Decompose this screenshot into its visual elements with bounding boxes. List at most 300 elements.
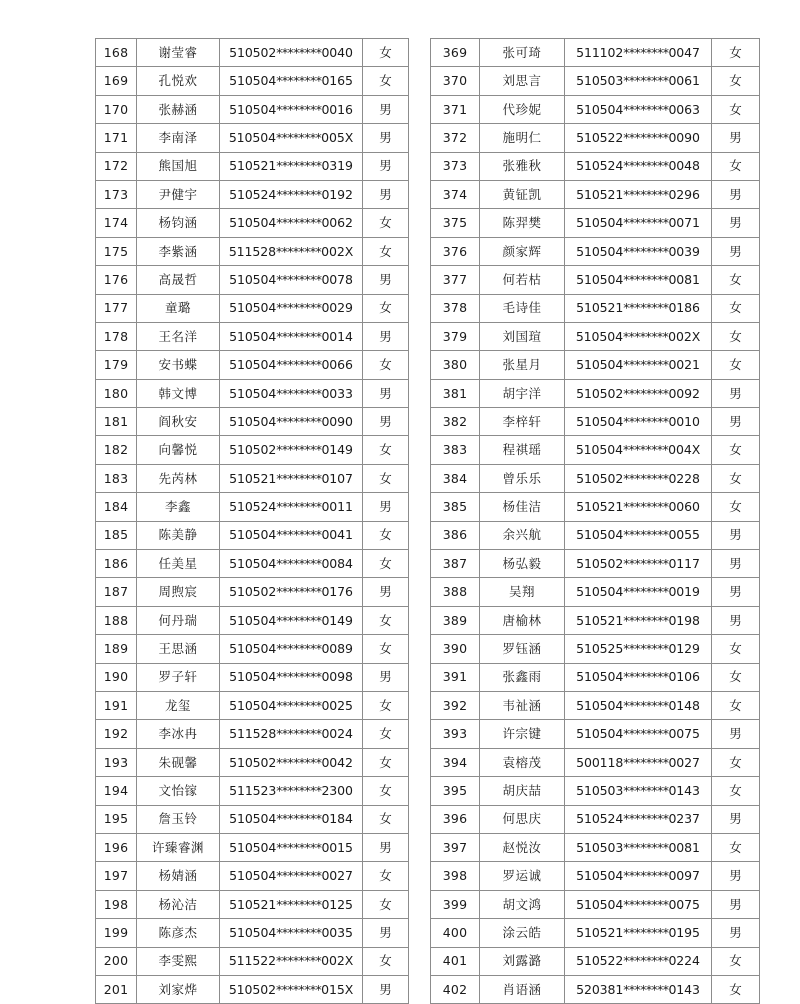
- cell-person-name: 任美星: [137, 550, 220, 578]
- id-suffix: 002X: [321, 243, 354, 259]
- table-row: [431, 862, 760, 890]
- id-masked-asterisks: ********: [276, 413, 322, 429]
- id-suffix: 0047: [668, 44, 700, 60]
- cell-sequence-number: 383: [431, 436, 480, 464]
- cell-gender: 女: [712, 975, 760, 1003]
- cell-id-number: [220, 351, 363, 379]
- cell-gender: 男: [712, 890, 760, 918]
- cell-gender: 男: [712, 209, 760, 237]
- table-row: [96, 436, 409, 464]
- id-masked-asterisks: ********: [276, 271, 322, 287]
- table-row: [431, 663, 760, 691]
- table-row: [96, 95, 409, 123]
- cell-sequence-number: 172: [96, 152, 137, 180]
- cell-gender: 女: [712, 351, 760, 379]
- cell-sequence-number: 168: [96, 39, 137, 67]
- table-row: [431, 237, 760, 265]
- table-row: [96, 493, 409, 521]
- id-masked-asterisks: ********: [276, 470, 322, 486]
- cell-sequence-number: 197: [96, 862, 137, 890]
- cell-person-name: 高晟哲: [137, 266, 220, 294]
- cell-gender: 女: [712, 266, 760, 294]
- cell-person-name: 曾乐乐: [480, 464, 565, 492]
- cell-id-number: [565, 493, 712, 521]
- cell-id-number: [220, 720, 363, 748]
- cell-sequence-number: 374: [431, 180, 480, 208]
- id-prefix: 510504: [229, 555, 277, 571]
- cell-id-number: [220, 578, 363, 606]
- cell-person-name: 詹玉铃: [137, 805, 220, 833]
- cell-gender: 女: [712, 436, 760, 464]
- cell-sequence-number: 169: [96, 67, 137, 95]
- id-masked-asterisks: ********: [623, 868, 669, 884]
- id-suffix: 0075: [668, 726, 700, 742]
- id-prefix: 510504: [576, 896, 624, 912]
- id-masked-asterisks: ********: [623, 243, 669, 259]
- id-masked-asterisks: ********: [623, 584, 669, 600]
- id-suffix: 0061: [668, 73, 700, 89]
- id-prefix: 510525: [576, 641, 624, 657]
- cell-gender: 女: [363, 521, 409, 549]
- id-prefix: 510502: [576, 385, 624, 401]
- id-prefix: 510504: [229, 271, 277, 287]
- roster-table-right-body: [431, 39, 760, 1004]
- id-prefix: 510521: [576, 186, 624, 202]
- cell-person-name: 颜家辉: [480, 237, 565, 265]
- cell-person-name: 涂云皓: [480, 919, 565, 947]
- cell-sequence-number: 386: [431, 521, 480, 549]
- id-masked-asterisks: ********: [276, 669, 322, 685]
- cell-sequence-number: 181: [96, 408, 137, 436]
- id-masked-asterisks: ********: [276, 555, 322, 571]
- cell-id-number: [220, 152, 363, 180]
- cell-person-name: 杨弘毅: [480, 550, 565, 578]
- cell-id-number: [565, 635, 712, 663]
- cell-gender: 女: [363, 777, 409, 805]
- id-prefix: 510504: [576, 868, 624, 884]
- id-suffix: 0014: [321, 328, 353, 344]
- cell-person-name: 向馨悦: [137, 436, 220, 464]
- id-suffix: 0097: [668, 868, 700, 884]
- cell-id-number: [220, 67, 363, 95]
- cell-gender: 女: [363, 748, 409, 776]
- id-suffix: 0011: [321, 499, 353, 515]
- cell-gender: 男: [712, 521, 760, 549]
- id-suffix: 0224: [668, 953, 700, 969]
- cell-gender: 女: [363, 464, 409, 492]
- cell-gender: 男: [363, 180, 409, 208]
- cell-gender: 男: [712, 919, 760, 947]
- cell-gender: 女: [712, 947, 760, 975]
- id-prefix: 510502: [229, 442, 277, 458]
- table-row: [431, 351, 760, 379]
- cell-person-name: 尹健宇: [137, 180, 220, 208]
- cell-person-name: 许臻睿渊: [137, 833, 220, 861]
- cell-gender: 女: [712, 152, 760, 180]
- cell-sequence-number: 170: [96, 95, 137, 123]
- table-row: [96, 550, 409, 578]
- table-row: [431, 408, 760, 436]
- cell-sequence-number: 393: [431, 720, 480, 748]
- cell-gender: 女: [712, 67, 760, 95]
- cell-person-name: 陈美静: [137, 521, 220, 549]
- id-prefix: 510504: [576, 413, 624, 429]
- cell-person-name: 李冰冉: [137, 720, 220, 748]
- table-row: [96, 266, 409, 294]
- cell-gender: 男: [363, 95, 409, 123]
- id-suffix: 0092: [668, 385, 700, 401]
- id-masked-asterisks: ********: [276, 73, 322, 89]
- id-masked-asterisks: ********: [276, 584, 322, 600]
- id-suffix: 0078: [321, 271, 353, 287]
- id-suffix: 0125: [321, 896, 353, 912]
- cell-person-name: 王名洋: [137, 322, 220, 350]
- cell-id-number: [220, 237, 363, 265]
- id-masked-asterisks: ********: [276, 697, 322, 713]
- cell-id-number: [220, 436, 363, 464]
- id-prefix: 510504: [229, 811, 277, 827]
- id-masked-asterisks: ********: [276, 101, 322, 117]
- cell-person-name: 何思庆: [480, 805, 565, 833]
- cell-sequence-number: 379: [431, 322, 480, 350]
- table-row: [96, 805, 409, 833]
- cell-sequence-number: 201: [96, 975, 137, 1003]
- id-suffix: 0089: [321, 641, 353, 657]
- id-masked-asterisks: ********: [623, 101, 669, 117]
- cell-gender: 女: [712, 322, 760, 350]
- cell-person-name: 陈彦杰: [137, 919, 220, 947]
- cell-person-name: 李梓轩: [480, 408, 565, 436]
- cell-id-number: [220, 890, 363, 918]
- id-masked-asterisks: ********: [623, 300, 669, 316]
- id-masked-asterisks: ********: [276, 215, 322, 231]
- cell-sequence-number: 195: [96, 805, 137, 833]
- id-masked-asterisks: ********: [276, 328, 322, 344]
- cell-sequence-number: 381: [431, 379, 480, 407]
- cell-sequence-number: 193: [96, 748, 137, 776]
- id-suffix: 0186: [668, 300, 700, 316]
- cell-id-number: [565, 720, 712, 748]
- cell-id-number: [565, 39, 712, 67]
- cell-sequence-number: 185: [96, 521, 137, 549]
- cell-person-name: 童璐: [137, 294, 220, 322]
- cell-id-number: [565, 379, 712, 407]
- cell-person-name: 胡宇洋: [480, 379, 565, 407]
- id-masked-asterisks: ********: [623, 357, 669, 373]
- id-suffix: 0016: [321, 101, 353, 117]
- cell-sequence-number: 180: [96, 379, 137, 407]
- table-row: [431, 919, 760, 947]
- id-prefix: 510502: [229, 584, 277, 600]
- cell-id-number: [220, 777, 363, 805]
- table-row: [431, 521, 760, 549]
- table-row: [431, 209, 760, 237]
- id-suffix: 0035: [321, 924, 353, 940]
- cell-gender: 女: [363, 635, 409, 663]
- id-prefix: 510503: [576, 839, 624, 855]
- id-prefix: 511528: [229, 726, 277, 742]
- cell-id-number: [220, 39, 363, 67]
- id-suffix: 0039: [668, 243, 700, 259]
- id-prefix: 510504: [229, 868, 277, 884]
- cell-id-number: [565, 124, 712, 152]
- table-row: [96, 237, 409, 265]
- id-prefix: 510504: [229, 697, 277, 713]
- id-masked-asterisks: ********: [276, 641, 322, 657]
- cell-id-number: [565, 237, 712, 265]
- cell-sequence-number: 400: [431, 919, 480, 947]
- id-prefix: 510503: [576, 782, 624, 798]
- id-prefix: 510504: [229, 413, 277, 429]
- cell-id-number: [565, 67, 712, 95]
- cell-id-number: [565, 550, 712, 578]
- id-prefix: 510504: [229, 300, 277, 316]
- cell-id-number: [565, 748, 712, 776]
- table-row: [96, 833, 409, 861]
- id-suffix: 0055: [668, 527, 700, 543]
- table-row: [431, 777, 760, 805]
- table-row: [96, 152, 409, 180]
- id-suffix: 0021: [668, 357, 700, 373]
- cell-id-number: [220, 493, 363, 521]
- cell-person-name: 杨钧涵: [137, 209, 220, 237]
- cell-sequence-number: 189: [96, 635, 137, 663]
- id-prefix: 510521: [229, 158, 277, 174]
- cell-sequence-number: 184: [96, 493, 137, 521]
- cell-id-number: [565, 805, 712, 833]
- id-prefix: 511523: [229, 782, 277, 798]
- cell-gender: 女: [363, 351, 409, 379]
- cell-sequence-number: 399: [431, 890, 480, 918]
- cell-person-name: 刘思言: [480, 67, 565, 95]
- cell-person-name: 王思涵: [137, 635, 220, 663]
- table-row: [431, 464, 760, 492]
- id-prefix: 510504: [229, 328, 277, 344]
- id-masked-asterisks: ********: [623, 726, 669, 742]
- cell-gender: 女: [712, 39, 760, 67]
- cell-sequence-number: 196: [96, 833, 137, 861]
- id-suffix: 0090: [668, 129, 700, 145]
- cell-sequence-number: 372: [431, 124, 480, 152]
- table-row: [96, 975, 409, 1003]
- cell-person-name: 黄钲凯: [480, 180, 565, 208]
- table-row: [96, 748, 409, 776]
- cell-sequence-number: 174: [96, 209, 137, 237]
- id-suffix: 0048: [668, 158, 700, 174]
- cell-id-number: [220, 322, 363, 350]
- id-prefix: 511522: [228, 953, 276, 969]
- table-row: [96, 39, 409, 67]
- id-masked-asterisks: ********: [622, 442, 669, 458]
- table-row: [96, 890, 409, 918]
- cell-person-name: 胡文鸿: [480, 890, 565, 918]
- cell-id-number: [565, 521, 712, 549]
- id-prefix: 510504: [229, 215, 277, 231]
- id-masked-asterisks: ********: [276, 442, 322, 458]
- id-suffix: 0228: [668, 470, 700, 486]
- cell-id-number: [220, 464, 363, 492]
- id-masked-asterisks: ********: [276, 385, 322, 401]
- cell-sequence-number: 387: [431, 550, 480, 578]
- id-prefix: 510521: [229, 896, 277, 912]
- roster-table-left-body: [96, 39, 409, 1004]
- table-row: [96, 294, 409, 322]
- cell-gender: 女: [363, 606, 409, 634]
- id-suffix: 0090: [321, 413, 353, 429]
- id-prefix: 510524: [576, 158, 624, 174]
- id-masked-asterisks: ********: [623, 186, 669, 202]
- id-suffix: 0041: [321, 527, 353, 543]
- id-suffix: 0117: [668, 555, 700, 571]
- cell-id-number: [565, 833, 712, 861]
- cell-sequence-number: 390: [431, 635, 480, 663]
- cell-gender: 女: [712, 691, 760, 719]
- cell-sequence-number: 380: [431, 351, 480, 379]
- cell-person-name: 施明仁: [480, 124, 565, 152]
- cell-sequence-number: 190: [96, 663, 137, 691]
- cell-gender: 女: [363, 691, 409, 719]
- cell-id-number: [220, 833, 363, 861]
- table-row: [431, 493, 760, 521]
- cell-id-number: [565, 947, 712, 975]
- cell-id-number: [220, 294, 363, 322]
- id-prefix: 510524: [576, 811, 624, 827]
- id-suffix: 0198: [668, 612, 700, 628]
- cell-person-name: 熊国旭: [137, 152, 220, 180]
- cell-sequence-number: 377: [431, 266, 480, 294]
- table-row: [431, 379, 760, 407]
- cell-sequence-number: 371: [431, 95, 480, 123]
- id-suffix: 0149: [321, 612, 353, 628]
- id-suffix: 0040: [321, 44, 353, 60]
- cell-person-name: 唐榆林: [480, 606, 565, 634]
- id-masked-asterisks: ********: [623, 924, 669, 940]
- cell-id-number: [565, 266, 712, 294]
- id-prefix: 510504: [229, 612, 277, 628]
- id-masked-asterisks: ********: [623, 271, 669, 287]
- cell-person-name: 胡庆喆: [480, 777, 565, 805]
- id-prefix: 510504: [576, 271, 624, 287]
- cell-id-number: [565, 777, 712, 805]
- id-masked-asterisks: ********: [276, 158, 322, 174]
- id-prefix: 510504: [575, 442, 623, 458]
- table-row: [96, 67, 409, 95]
- id-prefix: 510502: [228, 981, 276, 997]
- cell-gender: 女: [363, 209, 409, 237]
- cell-gender: 女: [712, 833, 760, 861]
- id-prefix: 510504: [576, 101, 624, 117]
- id-suffix: 0129: [668, 641, 700, 657]
- id-prefix: 510504: [229, 924, 277, 940]
- id-suffix: 0084: [321, 555, 353, 571]
- roster-table-left: [95, 38, 409, 1004]
- id-masked-asterisks: ********: [276, 924, 322, 940]
- cell-person-name: 刘家烨: [137, 975, 220, 1003]
- cell-person-name: 李南泽: [137, 124, 220, 152]
- id-suffix: 0063: [668, 101, 700, 117]
- cell-person-name: 阎秋安: [137, 408, 220, 436]
- cell-sequence-number: 397: [431, 833, 480, 861]
- cell-gender: 男: [712, 805, 760, 833]
- cell-id-number: [220, 550, 363, 578]
- cell-sequence-number: 177: [96, 294, 137, 322]
- cell-id-number: [565, 436, 712, 464]
- id-masked-asterisks: ********: [276, 44, 322, 60]
- cell-sequence-number: 183: [96, 464, 137, 492]
- cell-gender: 男: [363, 379, 409, 407]
- id-suffix: 0027: [321, 868, 353, 884]
- cell-person-name: 张可琦: [480, 39, 565, 67]
- id-suffix: 0066: [321, 357, 353, 373]
- id-masked-asterisks: ********: [276, 811, 322, 827]
- cell-id-number: [565, 663, 712, 691]
- table-row: [431, 266, 760, 294]
- id-masked-asterisks: ********: [623, 612, 669, 628]
- table-row: [431, 152, 760, 180]
- table-row: [96, 919, 409, 947]
- cell-id-number: [565, 180, 712, 208]
- cell-id-number: [220, 919, 363, 947]
- cell-sequence-number: 388: [431, 578, 480, 606]
- id-masked-asterisks: ********: [623, 782, 669, 798]
- cell-gender: 男: [363, 493, 409, 521]
- cell-person-name: 周煦宸: [137, 578, 220, 606]
- cell-person-name: 余兴航: [480, 521, 565, 549]
- cell-id-number: [220, 663, 363, 691]
- table-row: [431, 180, 760, 208]
- cell-gender: 男: [363, 408, 409, 436]
- cell-person-name: 谢莹睿: [137, 39, 220, 67]
- cell-gender: 男: [363, 663, 409, 691]
- cell-gender: 女: [363, 805, 409, 833]
- table-row: [96, 720, 409, 748]
- table-row: [96, 947, 409, 975]
- cell-person-name: 肖语涵: [480, 975, 565, 1003]
- cell-id-number: [565, 890, 712, 918]
- cell-sequence-number: 384: [431, 464, 480, 492]
- id-prefix: 510504: [229, 839, 277, 855]
- id-prefix: 510504: [229, 73, 277, 89]
- id-prefix: 510502: [576, 555, 624, 571]
- table-row: [431, 691, 760, 719]
- id-masked-asterisks: ********: [276, 868, 322, 884]
- cell-gender: 男: [363, 266, 409, 294]
- cell-id-number: [565, 351, 712, 379]
- id-masked-asterisks: ********: [623, 73, 669, 89]
- cell-id-number: [565, 322, 712, 350]
- table-row: [431, 39, 760, 67]
- table-row: [431, 748, 760, 776]
- cell-gender: 男: [363, 919, 409, 947]
- id-suffix: 0184: [321, 811, 353, 827]
- cell-id-number: [565, 464, 712, 492]
- id-suffix: 0081: [668, 271, 700, 287]
- id-masked-asterisks: ********: [623, 754, 669, 770]
- id-masked-asterisks: ********: [276, 357, 322, 373]
- cell-gender: 女: [363, 436, 409, 464]
- cell-person-name: 张雅秋: [480, 152, 565, 180]
- table-row: [431, 294, 760, 322]
- cell-sequence-number: 178: [96, 322, 137, 350]
- cell-id-number: [565, 862, 712, 890]
- cell-sequence-number: 175: [96, 237, 137, 265]
- id-suffix: 0015: [321, 839, 353, 855]
- cell-sequence-number: 373: [431, 152, 480, 180]
- id-suffix: 0143: [668, 981, 700, 997]
- id-suffix: 0237: [668, 811, 700, 827]
- id-prefix: 510504: [576, 215, 624, 231]
- table-row: [431, 550, 760, 578]
